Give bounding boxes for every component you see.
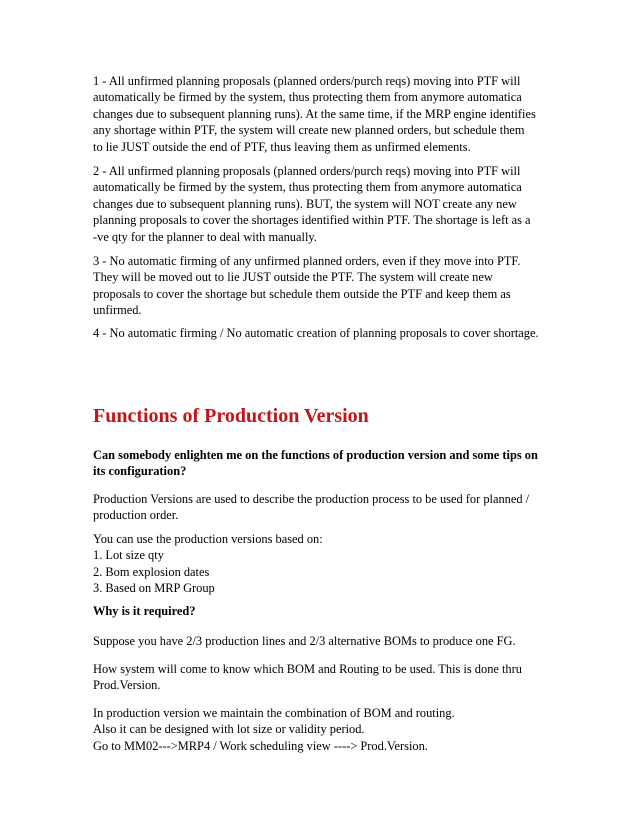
why-heading: Why is it required? — [93, 604, 196, 618]
intro-paragraph: Production Versions are used to describe the production process to be used for planned / production order. — [93, 492, 530, 523]
section-heading: Functions of Production Version — [93, 405, 369, 427]
option-4-paragraph: 4 - No automatic firming / No automatic creation of planning proposals to cover shortage. — [93, 326, 539, 340]
option-2-paragraph: 2 - All unfirmed planning proposals (planned orders/purch reqs) moving into PTF will automatically be firmed by the system, thus protecting them from anymore automatica changes due to subsequent planning runs). BUT, the system will NOT create any new planning proposals to cover the shortages identified within PTF. The shortage is left as a -ve qty for the planner to deal with manually. — [93, 164, 531, 244]
option-1-paragraph: 1 - All unfirmed planning proposals (planned orders/purch reqs) moving into PTF will automatically be firmed by the system, thus protecting them from anymore automatica changes due to subsequent planning runs). At the same time, if the MRP engine identifies any shortage within PTF, the system will create new planned orders, but schedule them to lie JUST outside the end of PTF, thus leaving them as unfirmed elements. — [93, 74, 536, 154]
option-3-paragraph: 3 - No automatic firming of any unfirmed planned orders, even if they move into PTF. They will be moved out to lie JUST outside the PTF. The system will create new proposals to cover the shortage but schedule them outside the PTF and keep them as unfirmed. — [93, 254, 521, 318]
question-paragraph: Can somebody enlighten me on the functions of production version and some tips on its configuration? — [93, 448, 538, 479]
how-paragraph: How system will come to know which BOM and Routing to be used. This is done thru Prod.Version. — [93, 662, 522, 693]
suppose-paragraph: Suppose you have 2/3 production lines and 2/3 alternative BOMs to produce one FG. — [93, 634, 516, 648]
combination-paragraph: In production version we maintain the combination of BOM and routing. Also it can be designed with lot size or validity period. Go to MM02--->MRP4 / Work scheduling view ----> Prod.Version. — [93, 706, 455, 753]
basis-list: You can use the production versions based on: 1. Lot size qty 2. Bom explosion dates 3. Based on MRP Group — [93, 532, 323, 596]
